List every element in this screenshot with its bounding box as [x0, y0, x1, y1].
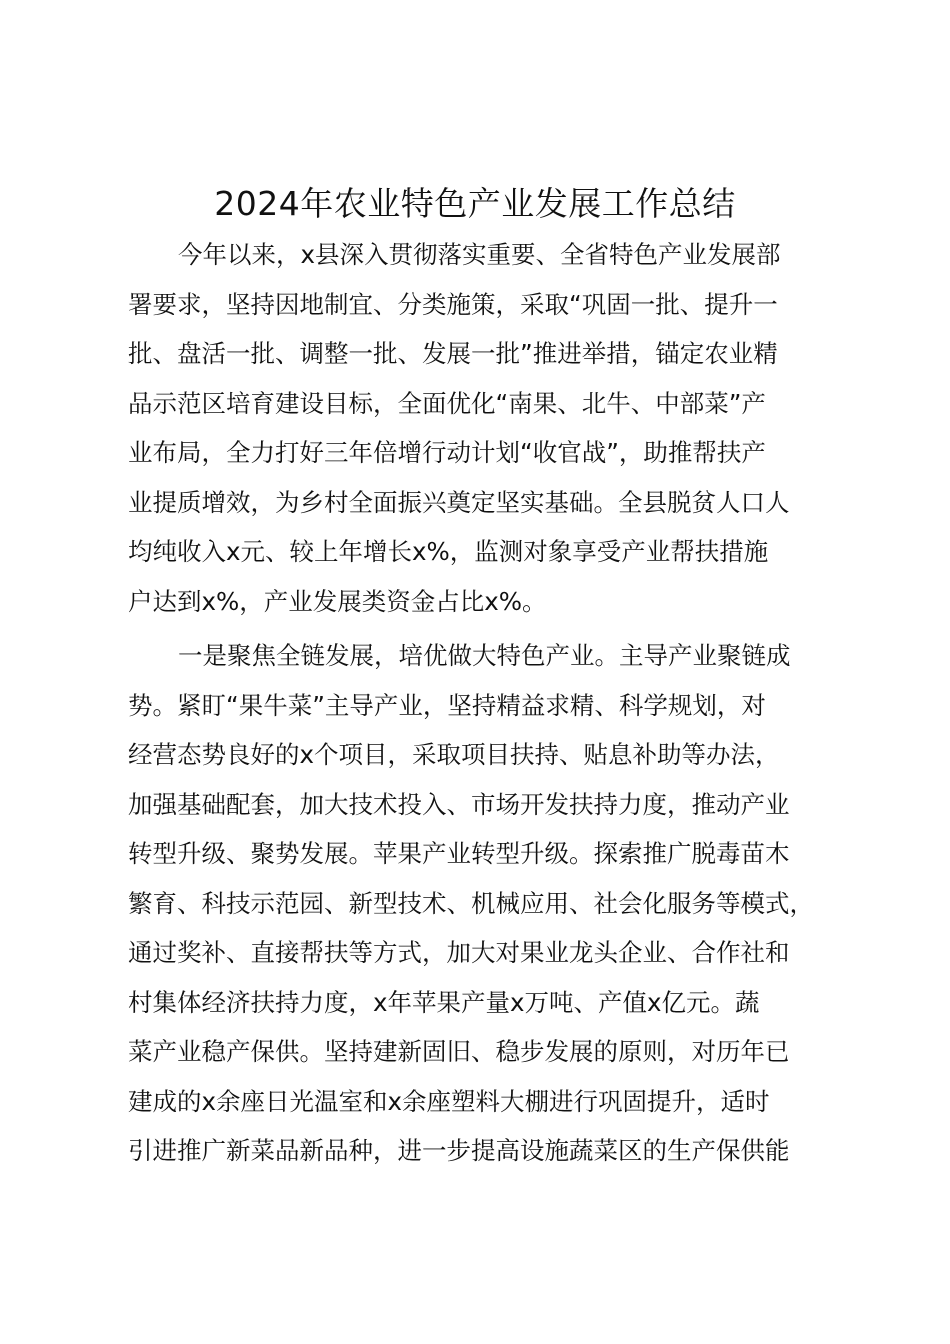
document-title: 2024年农业特色产业发展工作总结	[214, 184, 736, 223]
paragraph-line: 势。紧盯“果牛菜”主导产业，坚持精益求精、科学规划，对	[128, 690, 766, 720]
paragraph-line: 户达到x%，产业发展类资金占比x%。	[128, 586, 547, 616]
paragraph-line: 通过奖补、直接帮扶等方式，加大对果业龙头企业、合作社和	[128, 938, 790, 967]
paragraph-line: 加强基础配套，加大技术投入、市场开发扶持力度，推动产业	[128, 789, 790, 819]
paragraph-line: 今年以来，x县深入贯彻落实重要、全省特色产业发展部	[178, 240, 781, 269]
paragraph-line: 业提质增效，为乡村全面振兴奠定坚实基础。全县脱贫人口人	[128, 487, 790, 517]
paragraph-overview	[128, 230, 828, 626]
paragraph-line: 建成的x余座日光温室和x余座塑料大棚进行巩固提升，适时	[128, 1086, 770, 1116]
paragraph-line: 批、盘活一批、调整一批、发展一批”推进举措，锚定农业精	[128, 339, 778, 368]
paragraph-line: 署要求，坚持因地制宜、分类施策，采取“巩固一批、提升一	[128, 289, 778, 319]
paragraph-line: 村集体经济扶持力度，x年苹果产量x万吨、产值x亿元。蔬	[128, 987, 760, 1017]
paragraph-line: 转型升级、聚势发展。苹果产业转型升级。探索推广脱毒苗木	[128, 839, 790, 868]
paragraph-line: 繁育、科技示范园、新型技术、机械应用、社会化服务等模式，	[128, 888, 814, 918]
paragraph-line: 业布局，全力打好三年倍增行动计划“收官战”，助推帮扶产	[128, 438, 766, 467]
paragraph-line: 菜产业稳产保供。坚持建新固旧、稳步发展的原则，对历年已	[128, 1037, 790, 1066]
paragraph-line: 经营态势良好的x个项目，采取项目扶持、贴息补助等办法，	[128, 740, 780, 769]
paragraph-line: 均纯收入x元、较上年增长x%，监测对象享受产业帮扶措施	[128, 537, 769, 566]
paragraph-line: 一是聚焦全链发展，培优做大特色产业。主导产业聚链成	[178, 641, 791, 670]
paragraph-line: 引进推广新菜品新品种，进一步提高设施蔬菜区的生产保供能	[128, 1136, 790, 1165]
paragraph-line: 品示范区培育建设目标，全面优化“南果、北牛、中部菜”产	[128, 388, 766, 418]
paragraph-section-one	[128, 631, 828, 1176]
